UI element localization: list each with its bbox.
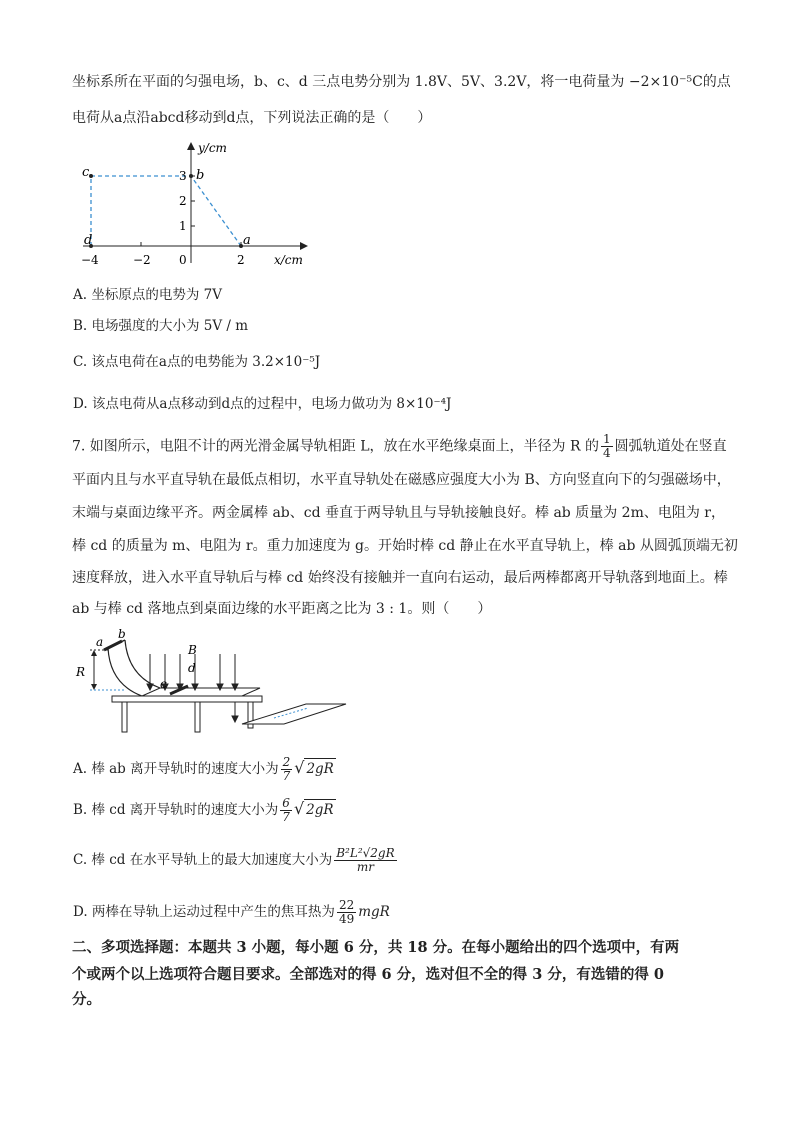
y-tick-3: 3 [179,169,187,183]
q6-option-c: C. 该点电荷在a点的电势能为 3.2×10⁻⁵J [73,354,321,370]
q7-option-b-sqrt: 2gR [304,799,335,820]
q7-stem-line3: 末端与桌面边缘平齐。两金属棒 ab、cd 垂直于两导轨且与导轨接触良好。棒 ab 质量为 2m、电阻为 r， [72,505,725,521]
q7-option-d [73,899,390,926]
q7-option-b-text: B. 棒 cd 离开导轨时的速度大小为 [73,802,279,818]
q7-option-a-fraction [281,756,293,783]
q7-stem-line1-post: 圆弧轨道处在竖直 [614,438,727,455]
q7-option-b-num: 6 [282,796,290,810]
q6-option-a: A. 坐标原点的电势为 7V [73,287,222,303]
q7-option-c-den: mr [356,860,374,874]
table-leg [195,702,200,732]
q7-frac-num: 1 [603,432,611,446]
label-d: d [84,233,93,248]
point-b [189,174,193,178]
x-tick-neg2: −2 [133,253,151,267]
q6-coordinate-figure [78,138,318,273]
label-d: d [188,661,196,675]
q7-option-b: B. 棒 cd 离开导轨时的速度大小为 $\frac{6}{7}$ √ 2gR [73,796,334,824]
x-tick-2: 2 [237,253,245,267]
q7-rail-figure [70,628,350,738]
q7-option-a-den: 7 [282,769,291,783]
y-axis-label: y/cm [198,141,227,155]
q6-option-b: B. 电场强度的大小为 5V / m [73,318,249,334]
y-tick-1: 1 [179,219,187,233]
arc-rail-back [125,640,160,688]
q7-option-d-den: 49 [338,912,355,926]
label-c: c [160,677,167,691]
q7-option-a-num: 2 [282,755,291,769]
q7-option-c-text: C. 棒 cd 在水平导轨上的最大加速度大小为 [73,852,333,868]
q7-stem-line6: ab 与棒 cd 落地点到桌面边缘的水平距离之比为 3 : 1。则（ ） [72,601,492,617]
q7-option-c-fraction [334,847,396,874]
q7-option-d-num: 22 [338,898,355,912]
x-axis-label: x/cm [274,253,303,267]
label-b: b [196,168,205,183]
rod-ab [104,641,122,650]
q7-stem-line1-pre: 7. 如图所示，电阻不计的两光滑金属导轨相距 L，放在水平绝缘桌面上，半径为 R 的 [72,438,599,455]
q6-option-d: D. 该点电荷从a点移动到d点的过程中，电场力做功为 8×10⁻⁴J [73,396,452,412]
path-abcd [91,176,241,246]
q7-option-d-post: mgR [358,904,390,920]
section2-line1: 二、多项选择题：本题共 3 小题，每小题 6 分，共 18 分。在每小题给出的四个选项中，有两 [72,939,680,956]
q7-quarter-fraction [601,433,613,460]
point-c [89,174,93,178]
q7-frac-den: 4 [603,446,611,460]
q7-option-b-den: 7 [282,810,290,824]
section2-line3: 分。 [72,991,101,1008]
q7-option-a-text: A. 棒 ab 离开导轨时的速度大小为 [73,761,279,777]
q7-option-a-sqrt: 2gR [304,758,335,779]
x-tick-0: 0 [179,253,187,267]
q7-option-d-text: D. 两棒在导轨上运动过程中产生的焦耳热为 [73,904,335,920]
q7-option-c [73,847,399,874]
y-tick-2: 2 [179,194,187,208]
x-axis-arrow [300,242,308,250]
section2-line2: 个或两个以上选项符合题目要求。全部选对的得 6 分，选对但不全的得 3 分，有选错的得 0 [72,966,665,983]
q7-option-b-fraction [280,797,292,824]
label-a: a [243,233,251,248]
q7-option-d-fraction [337,899,356,926]
label-B: B [188,643,197,657]
q7-stem-line5: 速度释放，进入水平直导轨后与棒 cd 始终没有接触并一直向右运动，最后两棒都离开导轨落到地面上。棒 [72,570,728,586]
x-tick-neg4: −4 [81,253,99,267]
q6-stem-line1: 坐标系所在平面的匀强电场，b、c、d 三点电势分别为 1.8V、5V、3.2V，将一电荷量为 −2×10⁻⁵C的点 [72,74,731,90]
ground-sheet [242,704,346,724]
q7-option-c-num: B²L²√2gR [336,846,395,860]
q7-stem-line4: 棒 cd 的质量为 m、电阻为 r。重力加速度为 g。开始时棒 cd 静止在水平直导轨上，棒 ab 从圆弧顶端无初 [72,538,738,554]
q6-stem-line2: 电荷从a点沿abcd移动到d点，下列说法正确的是（ ） [72,110,432,126]
q7-stem-line1 [72,433,727,460]
label-R: R [76,665,86,679]
q7-option-a: A. 棒 ab 离开导轨时的速度大小为 $\frac{2}{7}$ √ 2gR [73,755,334,783]
label-a: a [96,635,104,649]
q7-stem-line2: 平面内且与水平直导轨在最低点相切，水平直导轨处在磁感应强度大小为 B、方向竖直向下的匀强磁场中， [72,472,731,488]
table-leg [122,702,127,732]
y-axis-arrow [187,142,195,150]
label-b: b [118,628,126,641]
label-c: c [82,165,90,180]
